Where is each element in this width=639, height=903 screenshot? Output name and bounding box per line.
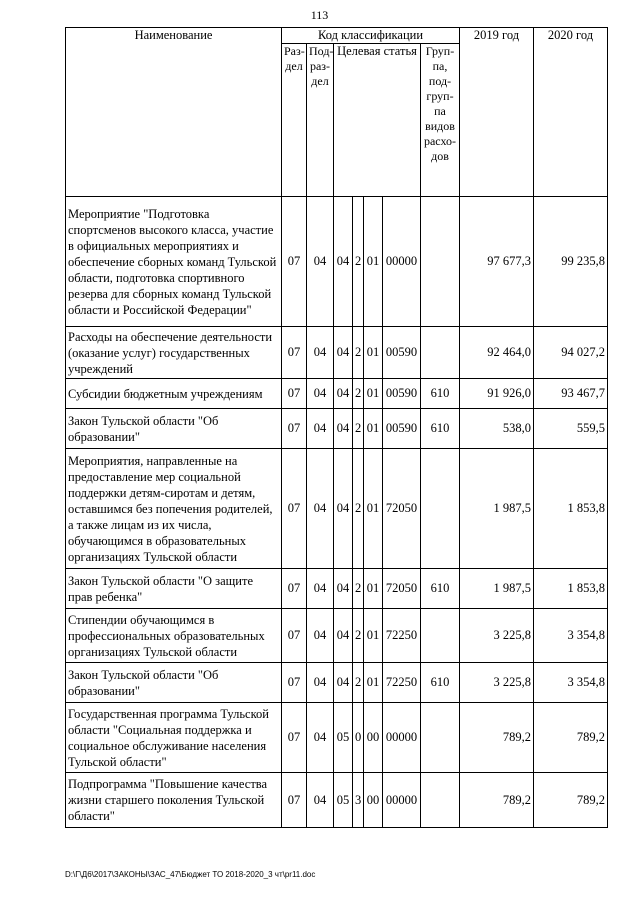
target-code-event: 01 (364, 379, 383, 409)
target-code-program: 04 (334, 449, 353, 569)
section-code: 07 (282, 379, 307, 409)
target-code-event: 01 (364, 197, 383, 327)
row-name: Подпрограмма "Повышение качества жизни старшего поколения Тульской области" (66, 773, 282, 828)
expense-group-code (421, 327, 460, 379)
target-code-program: 04 (334, 379, 353, 409)
target-code-event: 00 (364, 773, 383, 828)
target-code-event: 01 (364, 327, 383, 379)
target-code-type: 2 (353, 197, 364, 327)
table-row (66, 197, 608, 327)
amount-2020: 3 354,8 (534, 663, 608, 703)
target-code-type: 2 (353, 609, 364, 663)
target-code-type: 2 (353, 327, 364, 379)
target-code-direction: 72050 (383, 569, 421, 609)
table-row (66, 773, 608, 828)
expense-group-code (421, 449, 460, 569)
table-row (66, 703, 608, 773)
row-name: Расходы на обеспечение деятельности (оказание услуг) государственных учреждений (66, 327, 282, 379)
amount-2019: 1 987,5 (460, 569, 534, 609)
expense-group-code: 610 (421, 663, 460, 703)
target-code-event: 01 (364, 609, 383, 663)
amount-2019: 97 677,3 (460, 197, 534, 327)
target-code-type: 0 (353, 703, 364, 773)
target-code-program: 04 (334, 409, 353, 449)
row-name: Закон Тульской области "Об образовании" (66, 409, 282, 449)
target-code-event: 00 (364, 703, 383, 773)
target-code-event: 01 (364, 569, 383, 609)
page-number: 113 (310, 8, 329, 22)
section-code: 07 (282, 197, 307, 327)
section-code: 07 (282, 773, 307, 828)
row-name: Субсидии бюджетным учреждениям (66, 379, 282, 409)
target-code-program: 05 (334, 773, 353, 828)
expense-group-code (421, 773, 460, 828)
subsection-code: 04 (307, 379, 334, 409)
amount-2020: 99 235,8 (534, 197, 608, 327)
table-body (66, 197, 608, 828)
target-code-type: 2 (353, 663, 364, 703)
target-code-program: 04 (334, 569, 353, 609)
footer-file-path: D:\Г\Д6\2017\ЗАКОНЫ\ЗАС_47\Бюджет ТО 2018-2020_3 чт\pr11.doc (65, 870, 316, 879)
expense-group-code (421, 609, 460, 663)
subsection-code: 04 (307, 773, 334, 828)
section-code: 07 (282, 569, 307, 609)
section-code: 07 (282, 609, 307, 663)
amount-2020: 559,5 (534, 409, 608, 449)
section-code: 07 (282, 663, 307, 703)
target-code-direction: 00000 (383, 773, 421, 828)
target-code-event: 01 (364, 449, 383, 569)
table-row (66, 409, 608, 449)
subsection-code: 04 (307, 449, 334, 569)
expense-group-code: 610 (421, 409, 460, 449)
target-code-direction: 00000 (383, 197, 421, 327)
header-subsection: Под- раз- дел (307, 44, 334, 197)
row-name: Стипендии обучающимся в профессиональных образовательных организациях Тульской области (66, 609, 282, 663)
budget-table (65, 27, 608, 828)
target-code-direction: 72050 (383, 449, 421, 569)
section-code: 07 (282, 409, 307, 449)
amount-2019: 3 225,8 (460, 663, 534, 703)
amount-2019: 92 464,0 (460, 327, 534, 379)
section-code: 07 (282, 449, 307, 569)
section-code: 07 (282, 327, 307, 379)
header-section: Раз- дел (282, 44, 307, 197)
amount-2020: 789,2 (534, 703, 608, 773)
target-code-type: 3 (353, 773, 364, 828)
table-row (66, 449, 608, 569)
expense-group-code: 610 (421, 379, 460, 409)
target-code-program: 04 (334, 609, 353, 663)
expense-group-code (421, 703, 460, 773)
amount-2019: 1 987,5 (460, 449, 534, 569)
amount-2019: 789,2 (460, 773, 534, 828)
table-row (66, 663, 608, 703)
target-code-event: 01 (364, 663, 383, 703)
amount-2020: 93 467,7 (534, 379, 608, 409)
subsection-code: 04 (307, 663, 334, 703)
target-code-direction: 00590 (383, 379, 421, 409)
target-code-type: 2 (353, 569, 364, 609)
target-code-direction: 00590 (383, 327, 421, 379)
row-name: Закон Тульской области "Об образовании" (66, 663, 282, 703)
table-row (66, 569, 608, 609)
section-code: 07 (282, 703, 307, 773)
amount-2020: 789,2 (534, 773, 608, 828)
target-code-direction: 72250 (383, 609, 421, 663)
header-target-article: Целевая статья (334, 44, 421, 197)
header-classification: Код классификации (282, 28, 460, 44)
subsection-code: 04 (307, 569, 334, 609)
target-code-type: 2 (353, 379, 364, 409)
amount-2020: 94 027,2 (534, 327, 608, 379)
target-code-event: 01 (364, 409, 383, 449)
subsection-code: 04 (307, 409, 334, 449)
header-expense-group: Груп- па, под- груп- па видов расхо- дов (421, 44, 460, 197)
target-code-direction: 72250 (383, 663, 421, 703)
target-code-program: 04 (334, 663, 353, 703)
amount-2019: 3 225,8 (460, 609, 534, 663)
table-row (66, 327, 608, 379)
amount-2020: 1 853,8 (534, 569, 608, 609)
target-code-type: 2 (353, 449, 364, 569)
table-header (66, 28, 608, 197)
target-code-direction: 00000 (383, 703, 421, 773)
amount-2020: 1 853,8 (534, 449, 608, 569)
subsection-code: 04 (307, 703, 334, 773)
target-code-type: 2 (353, 409, 364, 449)
row-name: Мероприятие "Подготовка спортсменов высокого класса, участие в официальных мероприятиях и обеспечение сборных команд Тульской области, подготовка спортивного резерва для сборных команд Тульской области и Российской Федерации" (66, 197, 282, 327)
header-name: Наименование (66, 28, 282, 197)
expense-group-code: 610 (421, 569, 460, 609)
amount-2020: 3 354,8 (534, 609, 608, 663)
amount-2019: 538,0 (460, 409, 534, 449)
target-code-program: 04 (334, 327, 353, 379)
subsection-code: 04 (307, 327, 334, 379)
header-year-2020: 2020 год (534, 28, 608, 197)
expense-group-code (421, 197, 460, 327)
table-row (66, 609, 608, 663)
target-code-program: 05 (334, 703, 353, 773)
subsection-code: 04 (307, 197, 334, 327)
table-row (66, 379, 608, 409)
amount-2019: 91 926,0 (460, 379, 534, 409)
amount-2019: 789,2 (460, 703, 534, 773)
target-code-direction: 00590 (383, 409, 421, 449)
row-name: Государственная программа Тульской области "Социальная поддержка и социальное обслуживание населения Тульской области" (66, 703, 282, 773)
target-code-program: 04 (334, 197, 353, 327)
header-year-2019: 2019 год (460, 28, 534, 197)
subsection-code: 04 (307, 609, 334, 663)
row-name: Закон Тульской области "О защите прав ребенка" (66, 569, 282, 609)
row-name: Мероприятия, направленные на предоставление мер социальной поддержки детям-сиротам и детям, оставшимся без попечения родителей, а также лицам из их числа, обучающимся в образовательных организациях Тульской области (66, 449, 282, 569)
